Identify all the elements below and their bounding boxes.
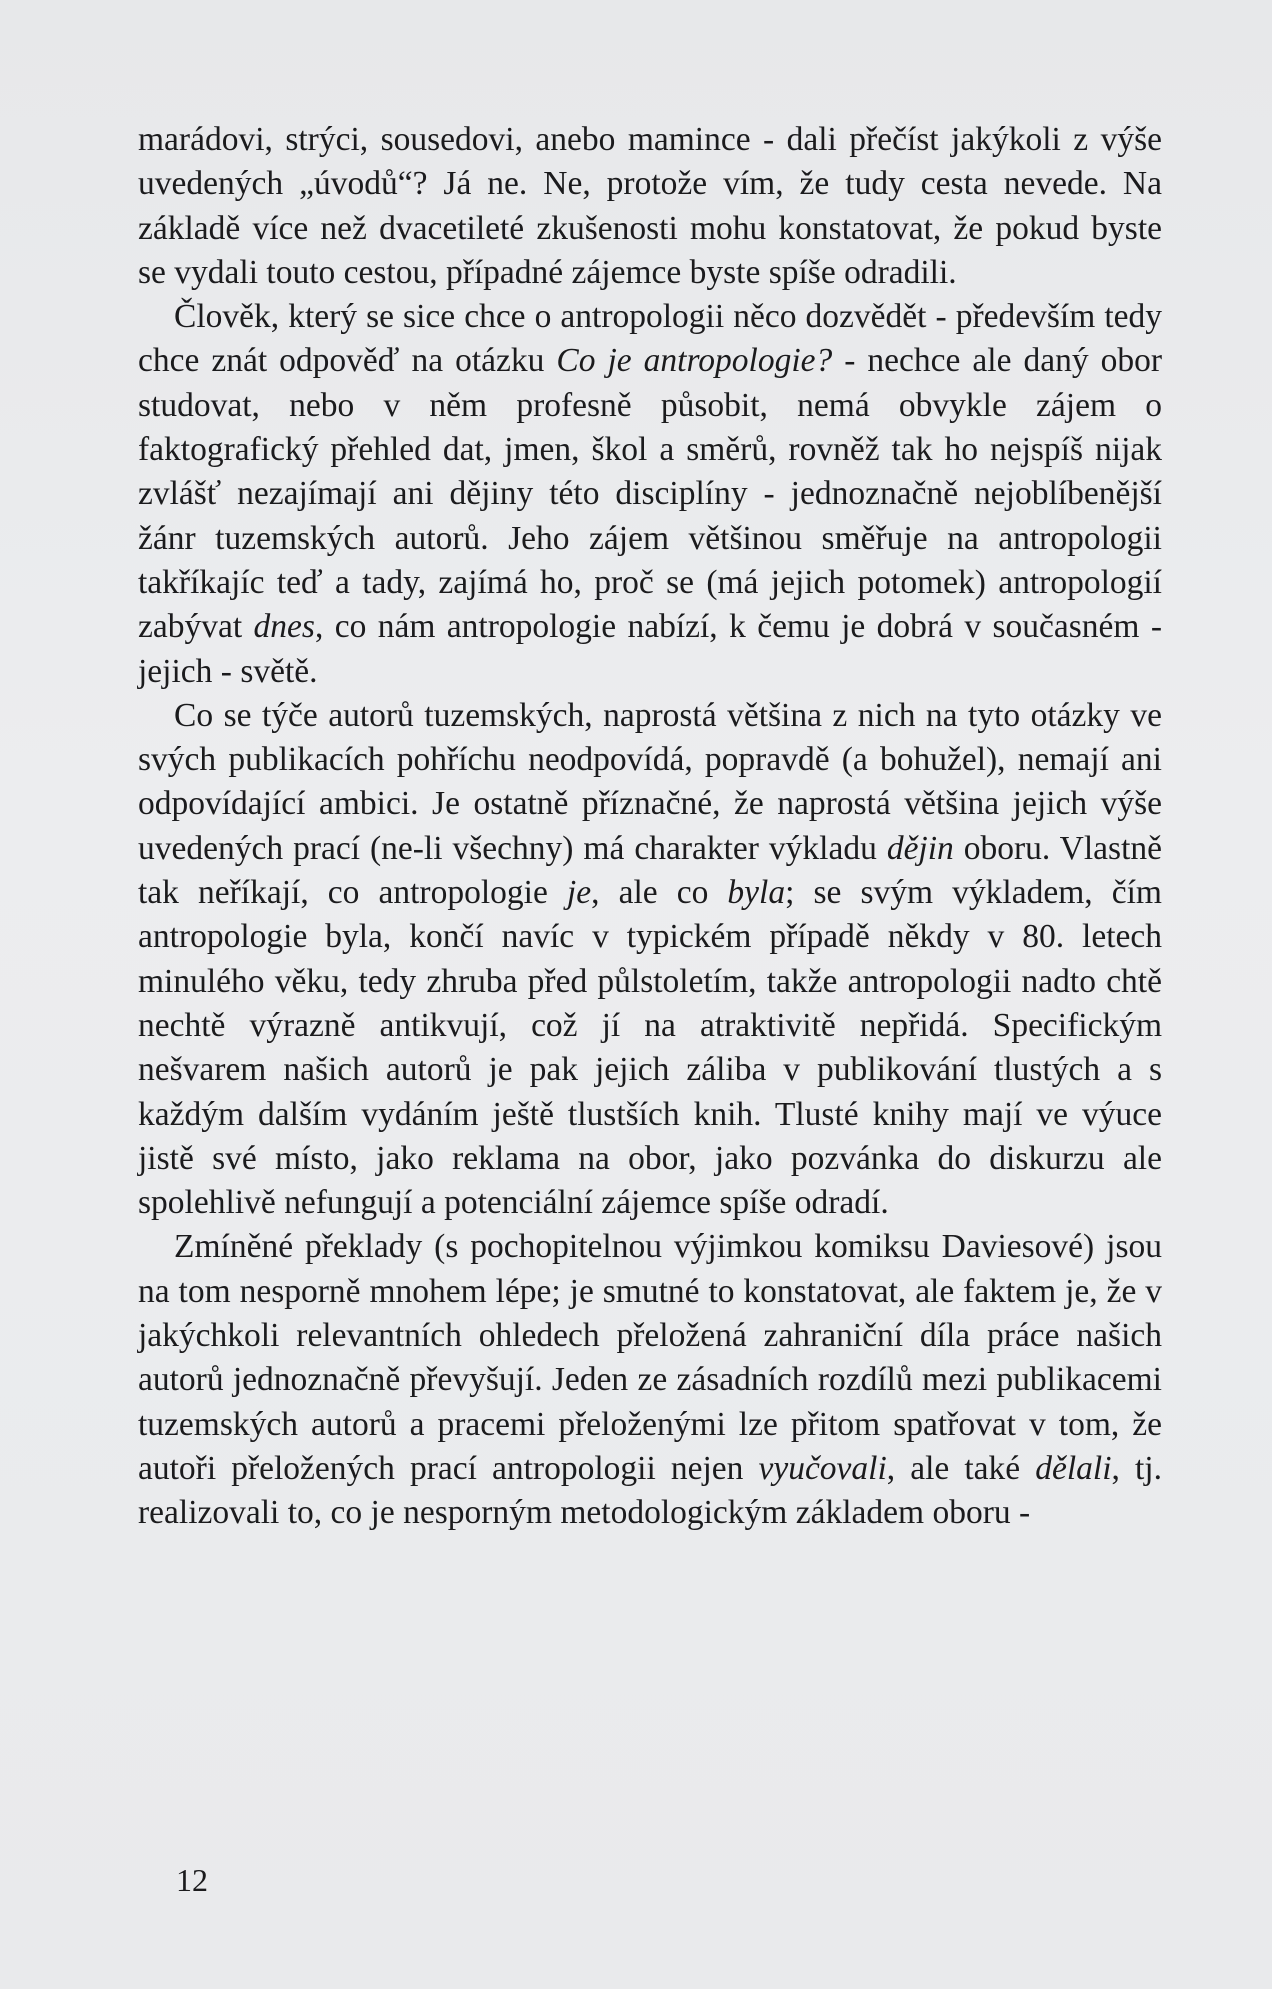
text-run: , ale také: [886, 1449, 1036, 1487]
italic-text: dnes: [253, 608, 315, 646]
text-run: Člověk, který se sice chce o antropologii něco dozvědět - především tedy chce znát odpověď na otázku: [138, 298, 1162, 380]
text-run: , tj. realizovali to, co je nesporným metodologickým základem oboru -: [138, 1449, 1162, 1532]
text-run: ; se svým výkladem, čím antropologie byla, končí navíc v typickém případě někdy v 80. letech minulého věku, tedy zhruba před půlstoletím, takže antropologii nadto chtě nechtě výrazně antikvují, což jí na atraktivitě nepřidá. Specifickým nešvarem našich autorů je pak jejich záliba v publikování tlustých a s každým dalším vydáním ještě tlustších knih. Tlusté knihy mají ve výuce jistě své místo, jako reklama na obor, jako pozvánka do diskurzu ale spolehlivě nefungují a potenciální zájemce spíše odradí.: [138, 874, 1162, 1222]
paragraph: [138, 295, 1162, 694]
paragraph: [138, 118, 1162, 295]
italic-text: dějin: [886, 829, 954, 867]
italic-text: je: [566, 874, 592, 912]
body-text: [138, 118, 1162, 1536]
text-run: oboru. Vlastně tak neříkají, co antropologie: [138, 829, 1163, 912]
text-run: marádovi, strýci, sousedovi, anebo mamince - dali přečíst jakýkoli z výše uvedených „úvodů“? Já ne. Ne, protože vím, že tudy cesta nevede. Na základě více než dvacetileté zkušenosti mohu konstatovat, že pokud byste se vydali touto cestou, případné zájemce byste spíše odradili.: [138, 121, 1162, 291]
text-run: - nechce ale daný obor studovat, nebo v něm profesně působit, nemá obvykle zájem o faktografický přehled dat, jmen, škol a směrů, rovněž tak ho nejspíš nijak zvlášť nezajímají ani dějiny této disciplíny - jednoznačně nejoblíbenější žánr tuzemských autorů. Jeho zájem většinou směřuje na antropologii takříkajíc teď a tady, zajímá ho, proč se (má jejich potomek) antropologií zabývat: [138, 342, 1163, 646]
italic-text: vyučovali: [758, 1449, 887, 1487]
italic-text: dělali: [1035, 1449, 1112, 1487]
page-number: 12: [176, 1862, 208, 1898]
text-run: , co nám antropologie nabízí, k čemu je dobrá v současném - jejich - světě.: [138, 608, 1162, 690]
text-run: Co se týče autorů tuzemských, naprostá většina z nich na tyto otázky ve svých publikacích pohříchu neodpovídá, popravdě (a bohužel), nemají ani odpovídající ambici. Je ostatně příznačné, že naprostá většina jejich výše uvedených prací (ne-li všechny) má charakter výkladu: [138, 696, 1162, 867]
paragraph: [138, 694, 1162, 1226]
italic-text: Co je antropologie?: [556, 342, 833, 380]
text-run: Zmíněné překlady (s pochopitelnou výjimkou komiksu Daviesové) jsou na tom nesporně mnohem lépe; je smutné to konstatovat, ale faktem je, že v jakýchkoli relevantních ohledech přeložená zahraniční díla práce našich autorů jednoznačně převyšují. Jeden ze zásadních rozdílů mezi publikacemi tuzemských autorů a pracemi přeloženými lze přitom spatřovat v tom, že autoři přeložených prací antropologii nejen: [138, 1228, 1162, 1487]
paragraph: [138, 1225, 1162, 1535]
text-run: , ale co: [591, 874, 728, 912]
italic-text: byla: [727, 874, 786, 912]
